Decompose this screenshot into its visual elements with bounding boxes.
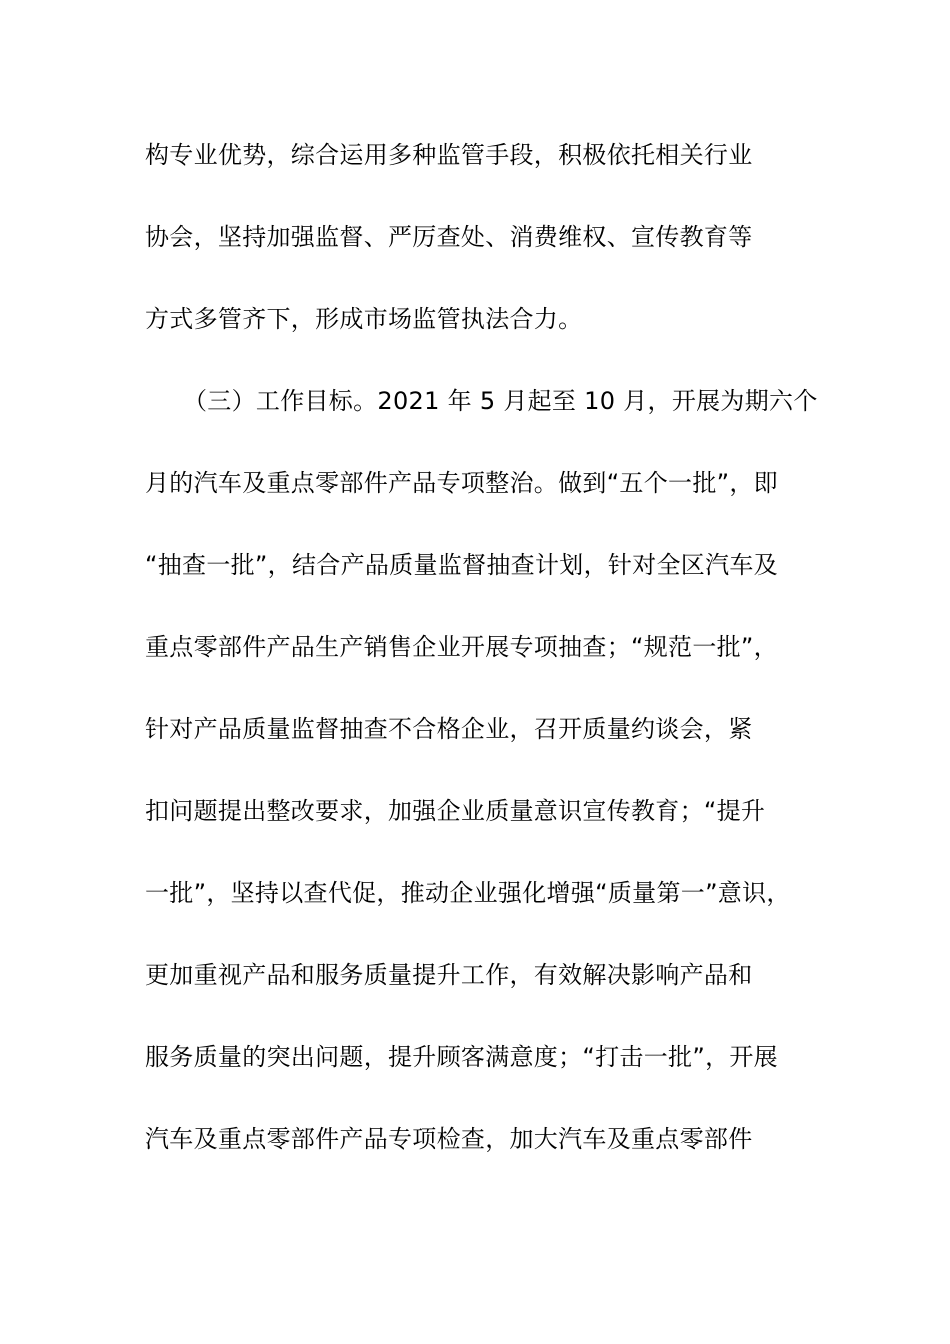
- text-line: 方式多管齐下，形成市场监管执法合力。: [145, 305, 583, 333]
- text-line: 更加重视产品和服务质量提升工作，有效解决影响产品和: [145, 961, 753, 989]
- section-heading-line: （三）工作目标。2021 年 5 月起至 10 月，开展为期六个: [183, 387, 818, 415]
- text-line: “抽查一批”，结合产品质量监督抽查计划，针对全区汽车及: [145, 551, 778, 579]
- text-line: 服务质量的突出问题，提升顾客满意度；“打击一批”，开展: [145, 1043, 778, 1071]
- body-text: [145, 130, 825, 1196]
- text-line: 一批”，坚持以查代促，推动企业强化增强“质量第一”意识，: [145, 879, 791, 907]
- text-line: 月的汽车及重点零部件产品专项整治。做到“五个一批”，即: [145, 469, 778, 497]
- text-line: 针对产品质量监督抽查不合格企业，召开质量约谈会，紧: [145, 715, 753, 743]
- text-line: 构专业优势，综合运用多种监管手段，积极依托相关行业: [145, 141, 753, 169]
- text-line: 协会，坚持加强监督、严厉查处、消费维权、宣传教育等: [145, 223, 753, 251]
- text-line: 扣问题提出整改要求，加强企业质量意识宣传教育；“提升: [145, 797, 766, 825]
- text-line: 重点零部件产品生产销售企业开展专项抽查；“规范一批”，: [145, 633, 778, 661]
- text-line: 汽车及重点零部件产品专项检查，加大汽车及重点零部件: [145, 1125, 753, 1153]
